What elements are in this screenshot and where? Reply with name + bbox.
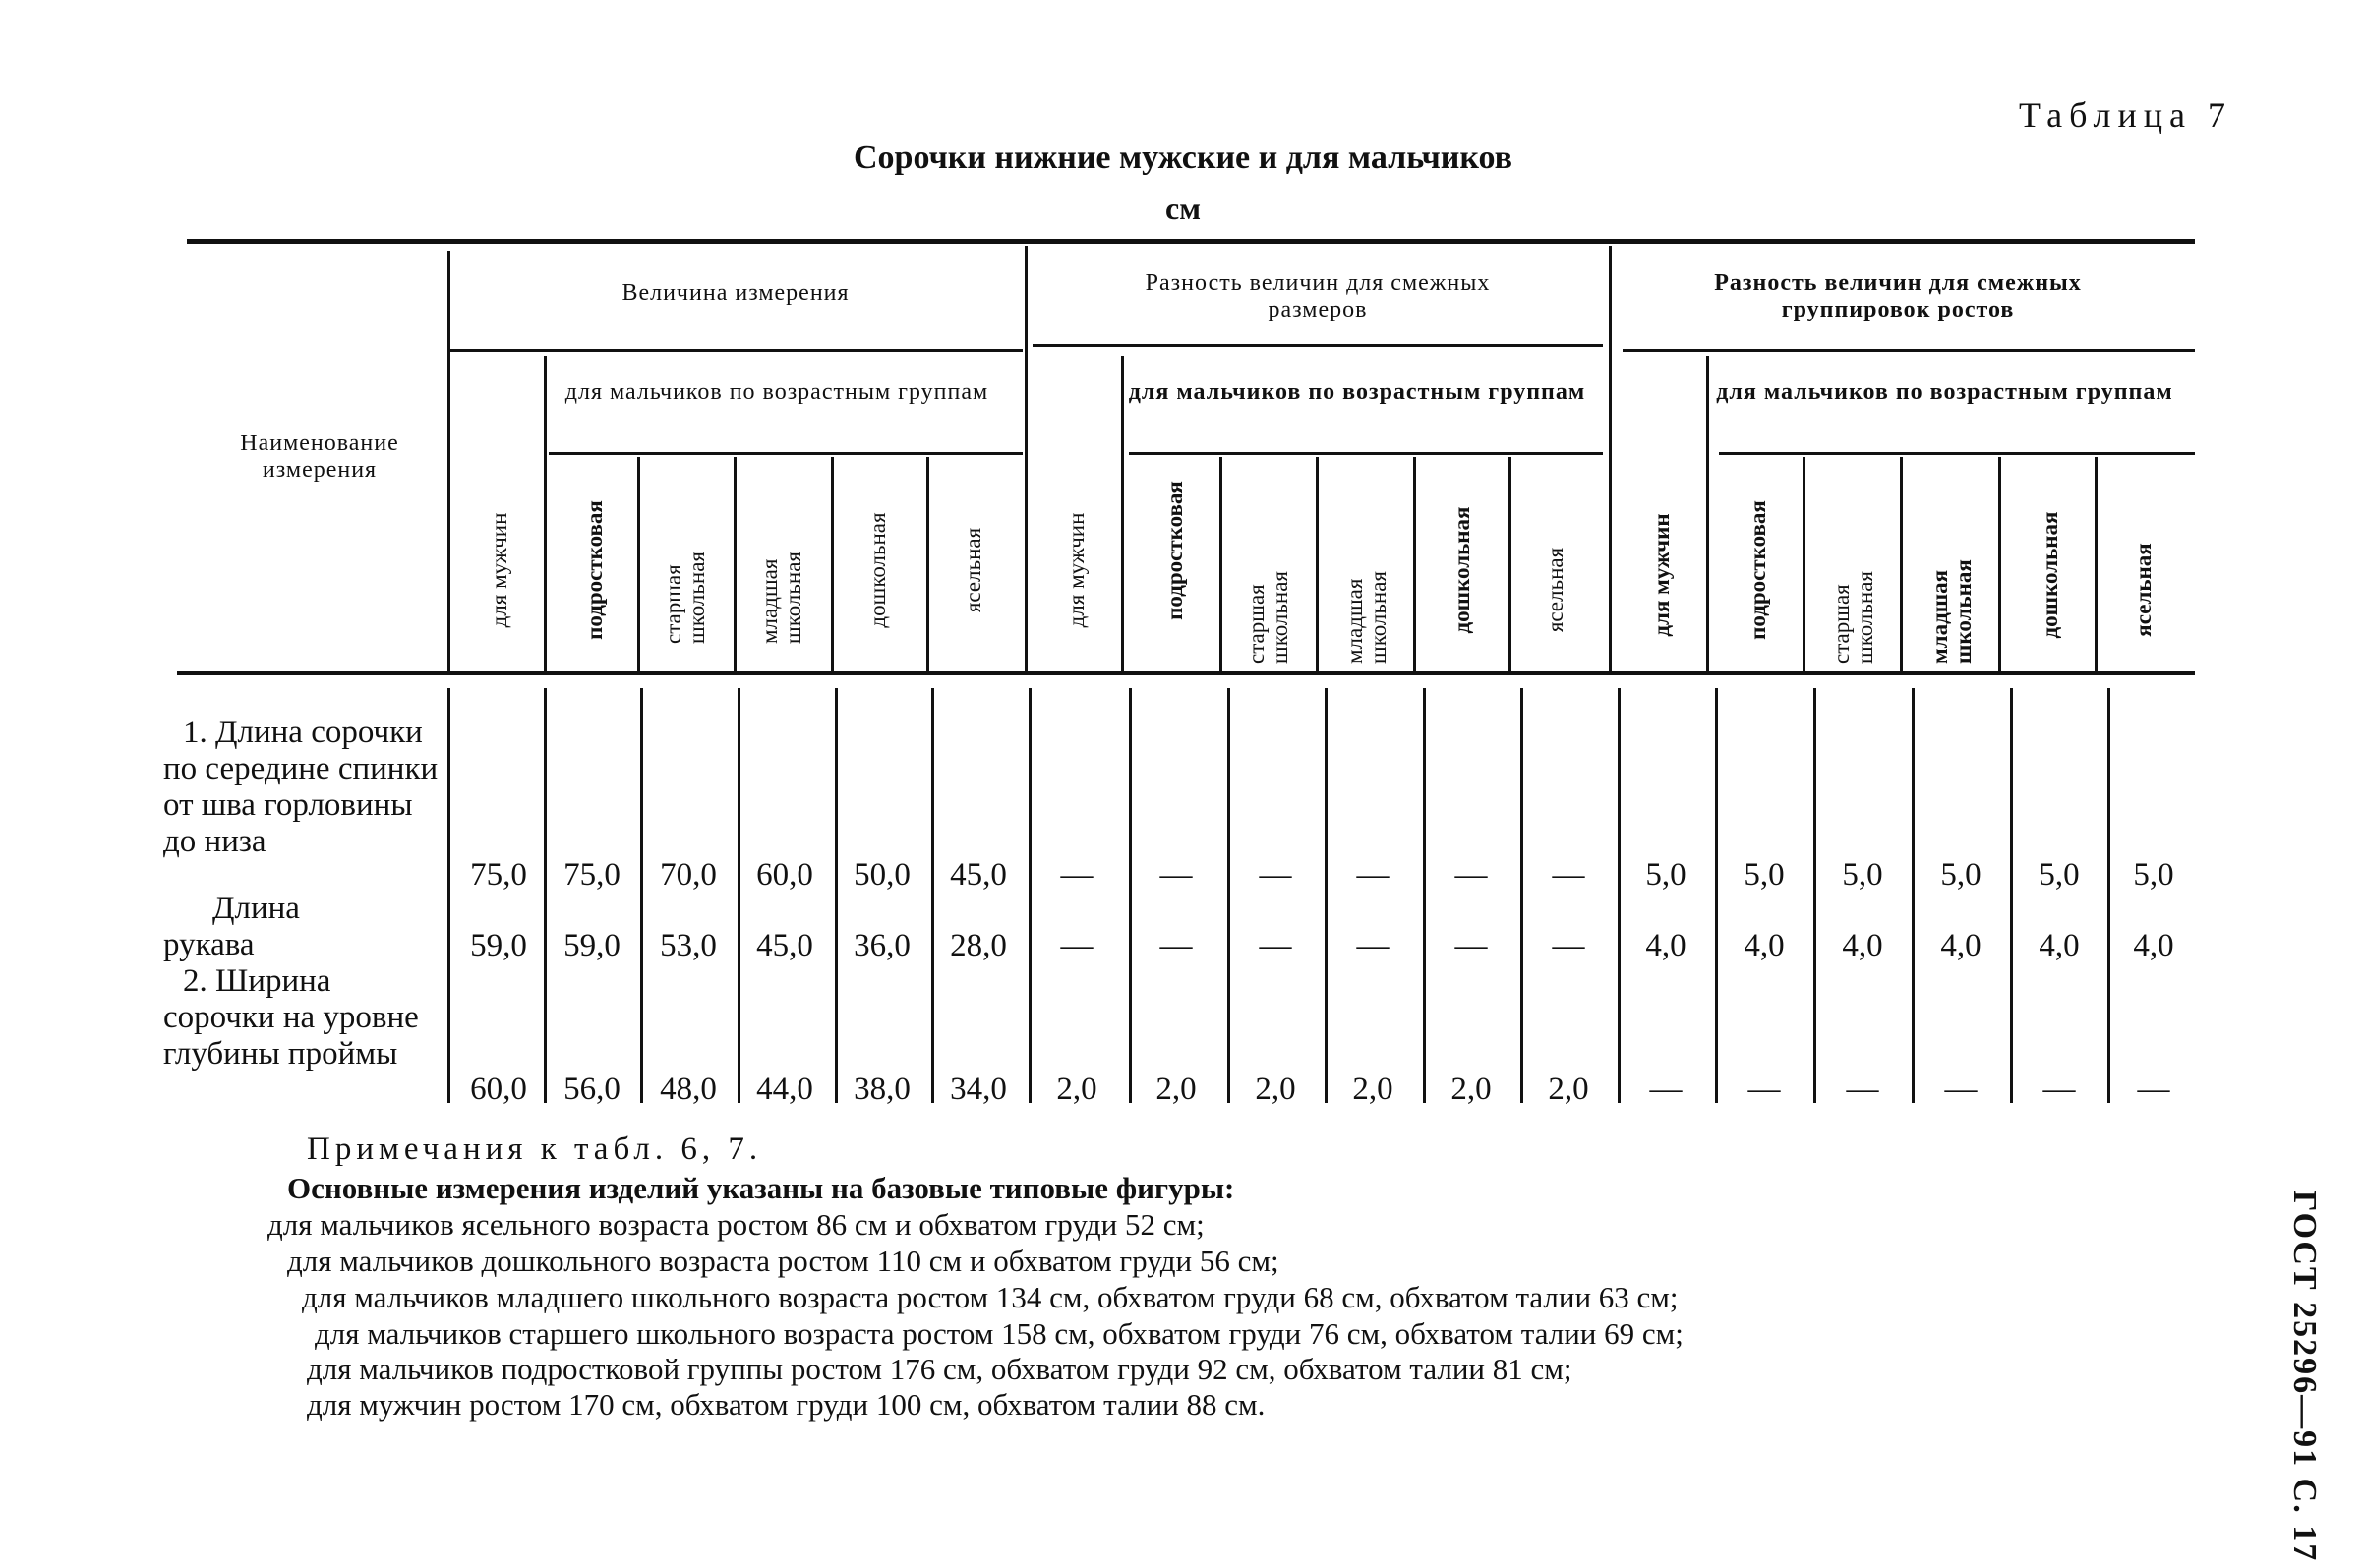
table-cell: — — [1454, 928, 1488, 963]
group-header-size-diff: Разность величин для смежных размеров — [1145, 270, 1491, 322]
table-cell: 5,0 — [2039, 857, 2080, 893]
table-cell: — — [1454, 857, 1488, 893]
table-cell: 2,0 — [1056, 1072, 1097, 1107]
body-vline — [1912, 688, 1915, 1103]
hdr-vline — [1316, 457, 1319, 673]
col-header-teen-1: подростковая — [582, 500, 607, 640]
table-cell: 36,0 — [854, 928, 911, 963]
table-cell: 4,0 — [1744, 928, 1785, 963]
table-cell: 34,0 — [950, 1072, 1007, 1107]
hdr-vline — [637, 457, 640, 673]
row-name-shirt-length: 1. Длина сорочки по середине спинки от шва горловины до низа — [163, 715, 439, 859]
table-cell: 59,0 — [563, 928, 621, 963]
col-header-preschool-3: дошкольная — [2038, 511, 2062, 639]
body-vline — [2010, 688, 2013, 1103]
subgroup-rule-3 — [1719, 452, 2195, 455]
hdr-vline — [1609, 246, 1612, 673]
table-cell: 4,0 — [1940, 928, 1982, 963]
notes-title: Примечания к табл. 6, 7. — [307, 1132, 763, 1167]
table-cell: — — [1846, 1072, 1879, 1107]
table-title: Сорочки нижние мужские и для мальчиков — [853, 140, 1513, 176]
table-cell: — — [2137, 1072, 2170, 1107]
hdr-vline — [447, 251, 450, 673]
hdr-vline — [1900, 457, 1903, 673]
table-cell: — — [1060, 928, 1094, 963]
col-header-junior-2: младшая школьная — [1342, 571, 1390, 664]
note-line: для мужчин ростом 170 см, обхватом груди 100 см, обхватом талии 88 см. — [307, 1387, 1266, 1422]
table-cell: 4,0 — [2039, 928, 2080, 963]
group-rule-2 — [1033, 344, 1603, 347]
body-vline — [1715, 688, 1718, 1103]
table-top-rule — [187, 239, 2195, 244]
col-header-preschool-1: дошкольная — [865, 512, 890, 628]
table-cell: 2,0 — [1450, 1072, 1492, 1107]
table-cell: 4,0 — [1645, 928, 1686, 963]
table-cell: 4,0 — [2133, 928, 2174, 963]
table-cell: — — [2042, 1072, 2076, 1107]
col-header-nursery-1: ясельная — [961, 527, 985, 613]
table-cell: 70,0 — [660, 857, 717, 893]
side-label-gost: ГОСТ 25296—91 С. 17 — [2286, 1190, 2323, 1563]
table-unit: см — [1165, 191, 1201, 226]
subgroup-header-3: для мальчиков по возрастным группам — [1716, 379, 2173, 405]
col-header-men-3: для мужчин — [1649, 513, 1674, 637]
table-cell: 50,0 — [854, 857, 911, 893]
table-cell: — — [1552, 857, 1585, 893]
subgroup-rule-1 — [549, 452, 1023, 455]
table-cell: — — [1552, 928, 1585, 963]
group-header-height-diff: Разность величин для смежных группировок ростов — [1714, 270, 2082, 322]
table-cell: 5,0 — [1940, 857, 1982, 893]
body-vline — [931, 688, 934, 1103]
body-vline — [1227, 688, 1230, 1103]
note-line: для мальчиков старшего школьного возраста ростом 158 см, обхватом груди 76 см, обхватом талии 69 см; — [315, 1316, 1684, 1351]
col-header-nursery-2: ясельная — [1543, 547, 1567, 633]
body-vline — [1029, 688, 1032, 1103]
body-vline — [1423, 688, 1426, 1103]
table-cell: — — [1356, 857, 1390, 893]
table-cell: 59,0 — [470, 928, 527, 963]
row-name-shirt-width: 2. Ширина сорочки на уровне глубины проймы — [163, 963, 419, 1072]
hdr-vline — [734, 457, 737, 673]
col-header-nursery-3: ясельная — [2131, 543, 2156, 637]
hdr-vline — [1706, 356, 1709, 673]
table-cell: — — [1944, 1072, 1978, 1107]
body-vline — [2107, 688, 2110, 1103]
note-line: для мальчиков ясельного возраста ростом 86 см и обхватом груди 52 см; — [267, 1207, 1205, 1242]
table-cell: 2,0 — [1255, 1072, 1296, 1107]
hdr-vline — [1025, 246, 1028, 673]
group-rule-1 — [450, 349, 1023, 352]
body-vline — [544, 688, 547, 1103]
table-cell: 45,0 — [950, 857, 1007, 893]
table-cell: — — [1259, 928, 1292, 963]
table-cell: 38,0 — [854, 1072, 911, 1107]
col-header-men-2: для мужчин — [1064, 512, 1089, 628]
row-name-header: Наименование измерения — [240, 431, 399, 483]
table-cell: — — [1259, 857, 1292, 893]
table-cell: 60,0 — [470, 1072, 527, 1107]
table-number: Таблица 7 — [2019, 95, 2232, 135]
hdr-vline — [1413, 457, 1416, 673]
body-vline — [1325, 688, 1328, 1103]
hdr-vline — [2095, 457, 2098, 673]
table-cell: 45,0 — [756, 928, 813, 963]
table-cell: 28,0 — [950, 928, 1007, 963]
table-cell: — — [1159, 857, 1193, 893]
col-header-junior-1: младшая школьная — [757, 552, 805, 644]
table-cell: 56,0 — [563, 1072, 621, 1107]
col-header-men-1: для мужчин — [487, 512, 511, 628]
table-cell: 60,0 — [756, 857, 813, 893]
hdr-vline — [1508, 457, 1511, 673]
table-cell: — — [1060, 857, 1094, 893]
col-header-preschool-2: дошкольная — [1449, 506, 1474, 634]
table-cell: 2,0 — [1155, 1072, 1197, 1107]
subgroup-header-1: для мальчиков по возрастным группам — [564, 379, 989, 405]
table-cell: 2,0 — [1352, 1072, 1393, 1107]
col-header-teen-2: подростковая — [1162, 481, 1187, 620]
body-vline — [1813, 688, 1816, 1103]
body-vline — [1618, 688, 1621, 1103]
table-cell: 75,0 — [470, 857, 527, 893]
hdr-vline — [831, 457, 834, 673]
table-cell: 75,0 — [563, 857, 621, 893]
table-cell: 5,0 — [1645, 857, 1686, 893]
header-bottom-rule — [177, 671, 2195, 675]
col-header-senior-3: старшая школьная — [1829, 571, 1877, 664]
row-name-sleeve-length: Длина рукава — [163, 891, 300, 962]
note-line: для мальчиков младшего школьного возраста ростом 134 см, обхватом груди 68 см, обхватом талии 63 см; — [302, 1280, 1679, 1314]
table-cell: — — [1356, 928, 1390, 963]
group-rule-3 — [1623, 349, 2195, 352]
hdr-vline — [1998, 457, 2001, 673]
table-cell: 44,0 — [756, 1072, 813, 1107]
notes-intro: Основные измерения изделий указаны на базовые типовые фигуры: — [287, 1171, 1235, 1205]
table-cell: 5,0 — [2133, 857, 2174, 893]
hdr-vline — [1803, 457, 1805, 673]
table-cell: — — [1747, 1072, 1781, 1107]
note-line: для мальчиков дошкольного возраста ростом 110 см и обхватом груди 56 см; — [287, 1244, 1279, 1278]
table-cell: 4,0 — [1842, 928, 1883, 963]
body-vline — [1520, 688, 1523, 1103]
group-header-values: Величина измерения — [621, 280, 850, 306]
table-cell: 53,0 — [660, 928, 717, 963]
table-cell: 5,0 — [1842, 857, 1883, 893]
subgroup-rule-2 — [1129, 452, 1603, 455]
table-cell: — — [1159, 928, 1193, 963]
subgroup-header-2: для мальчиков по возрастным группам — [1128, 379, 1586, 405]
hdr-vline — [544, 356, 547, 673]
col-header-senior-1: старшая школьная — [661, 552, 709, 644]
body-vline — [738, 688, 740, 1103]
body-vline — [640, 688, 643, 1103]
table-cell: 2,0 — [1548, 1072, 1589, 1107]
hdr-vline — [926, 457, 929, 673]
col-header-senior-2: старшая школьная — [1244, 571, 1292, 664]
col-header-junior-3: младшая школьная — [1927, 559, 1976, 664]
body-vline — [835, 688, 838, 1103]
table-cell: 48,0 — [660, 1072, 717, 1107]
hdr-vline — [1121, 356, 1124, 673]
col-header-teen-3: подростковая — [1745, 500, 1770, 640]
note-line: для мальчиков подростковой группы ростом 176 см, обхватом груди 92 см, обхватом талии 81 см; — [307, 1352, 1572, 1386]
hdr-vline — [1219, 457, 1222, 673]
table-cell: — — [1649, 1072, 1683, 1107]
table-cell: 5,0 — [1744, 857, 1785, 893]
body-vline — [1129, 688, 1132, 1103]
